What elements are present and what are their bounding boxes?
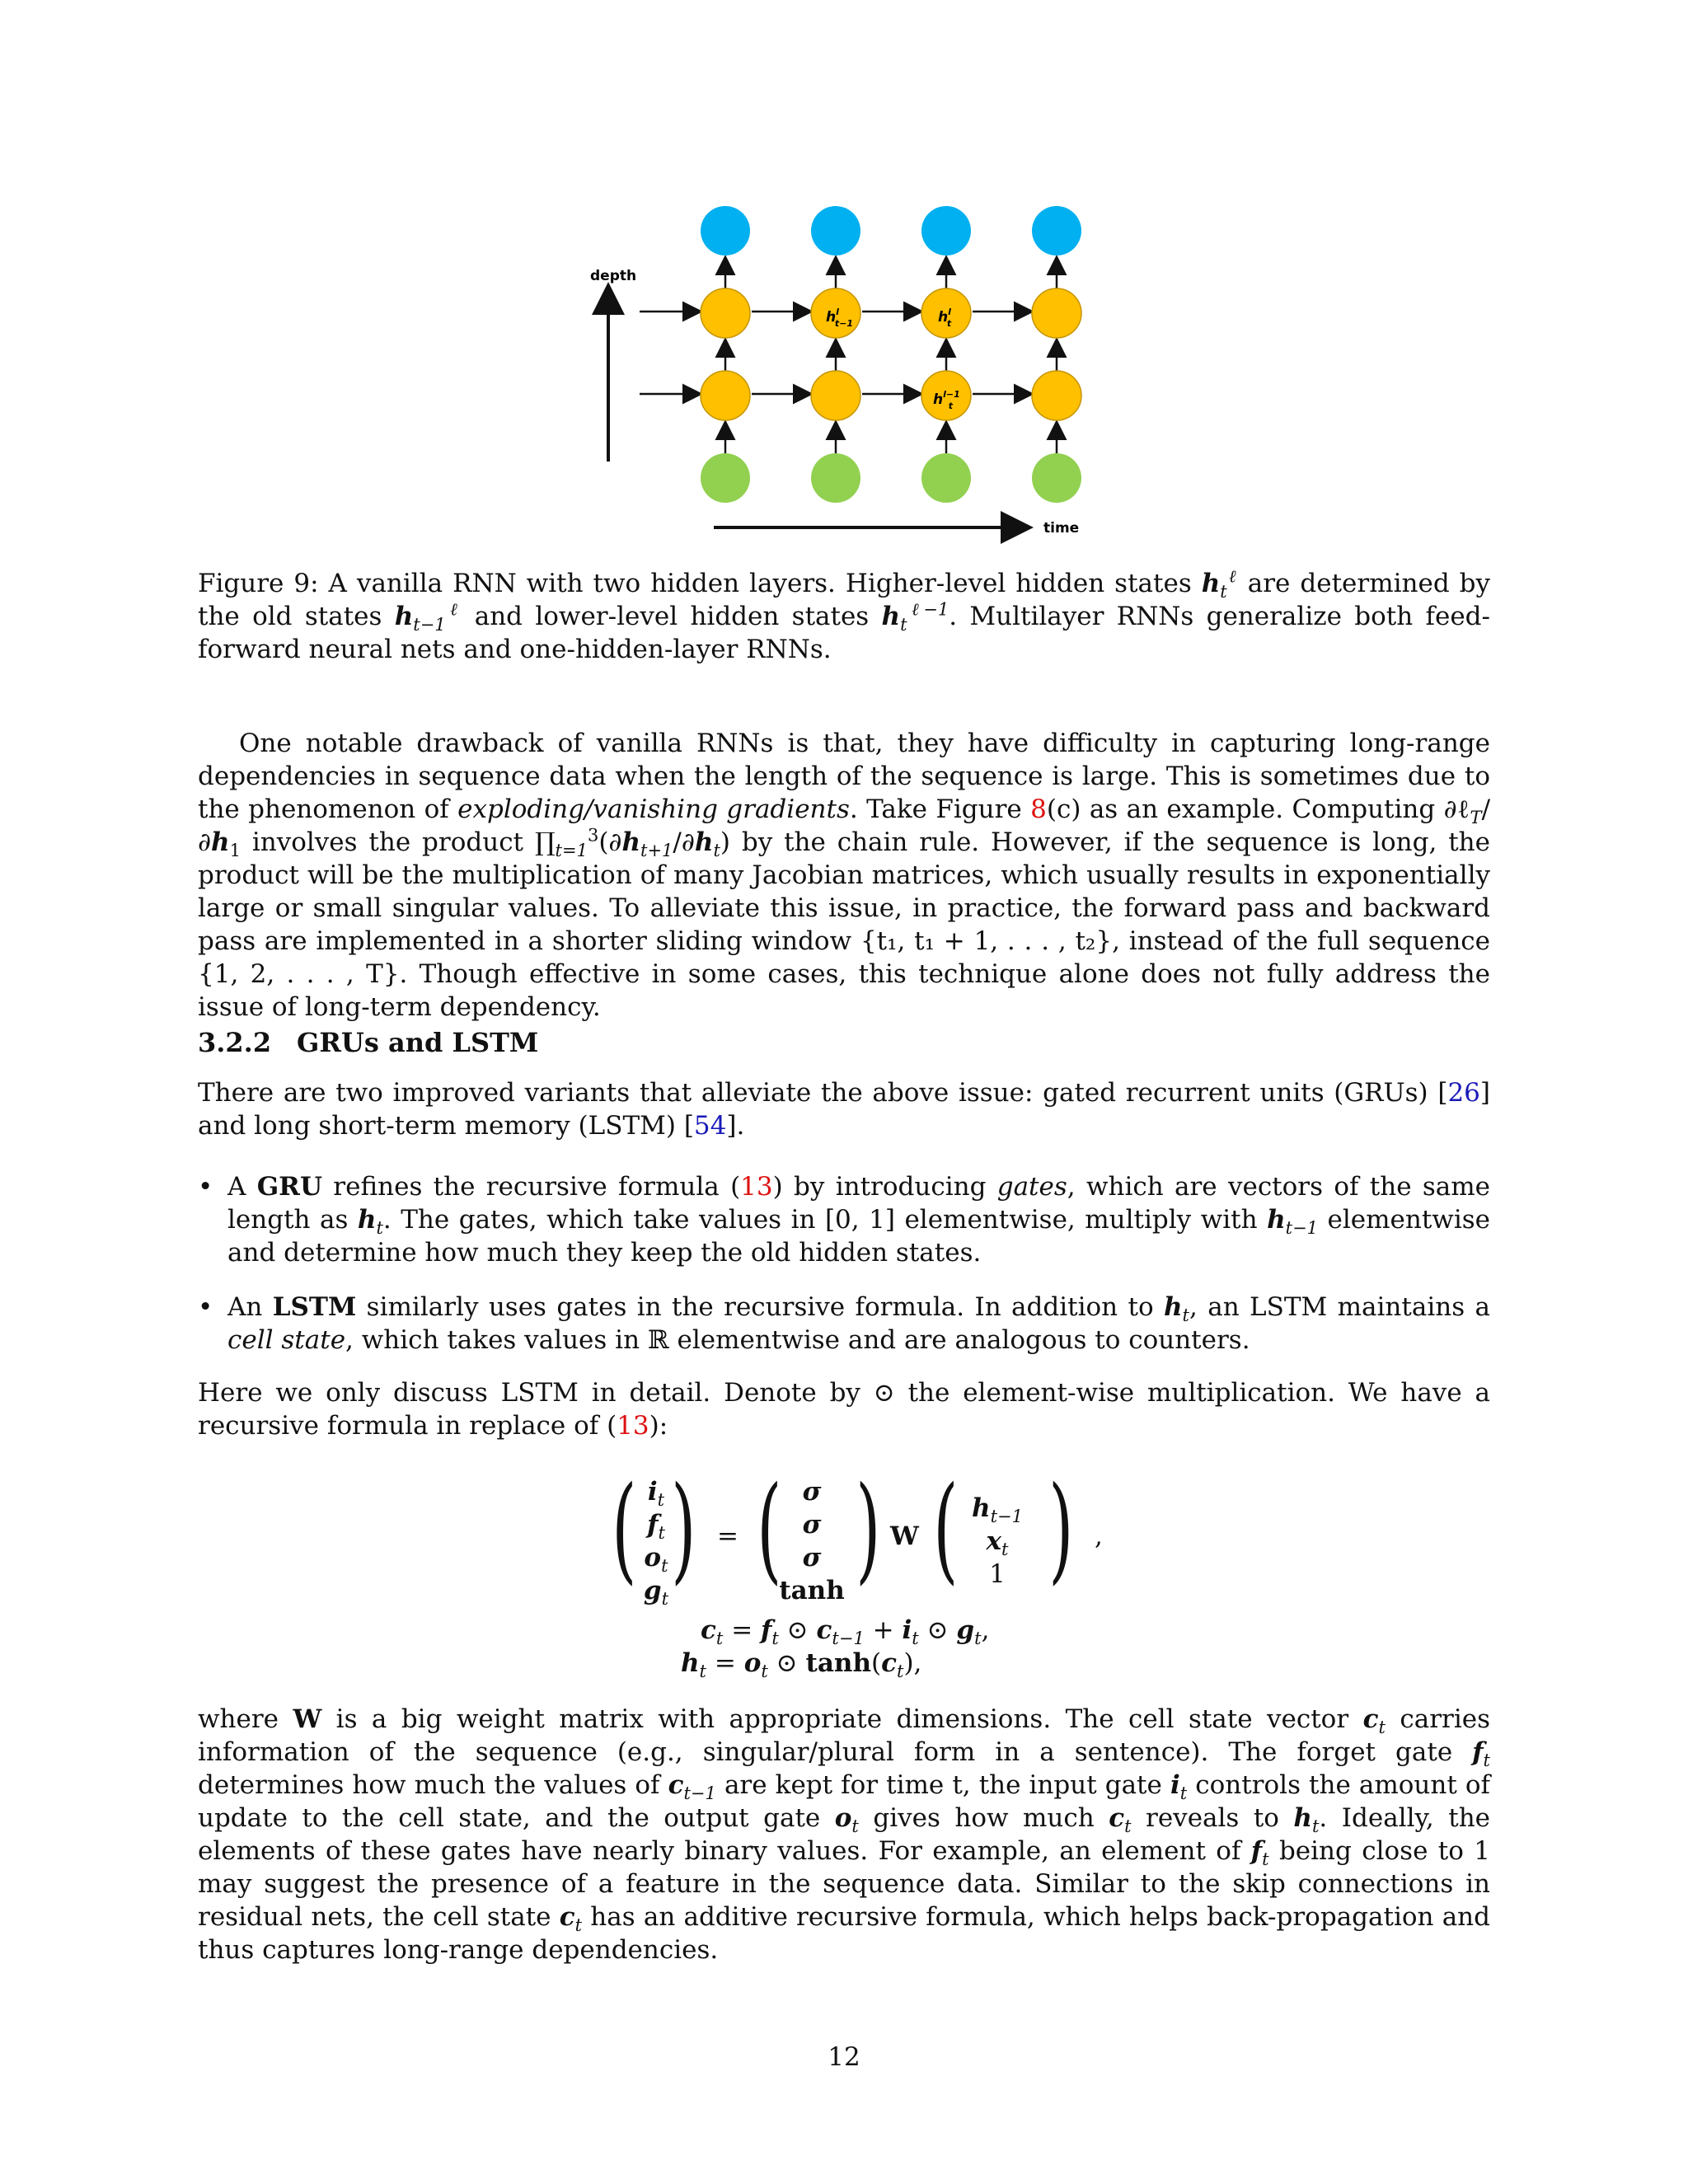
weight-matrix: W [890, 1521, 919, 1551]
section-number: 3.2.2 [198, 1027, 272, 1058]
figure-8-link[interactable]: 8 [1030, 794, 1047, 824]
node-label-h-t-lminus1: $h^{l-1}$ t [933, 389, 960, 411]
gate-vector: $i_t$ $f_t$ $o_t$ $g_t$ [643, 1477, 669, 1610]
output-node [701, 206, 750, 255]
input-node [701, 453, 750, 503]
bullet-marker: • [198, 1172, 213, 1202]
figure-caption: Figure 9: A vanilla RNN with two hidden layers. Higher-level hidden states $h_t^\ell$ are determined by the old states $h_{t-1}^\ell$ and lower-level hidden states $h_t^{\ell-1}$. Multilayer RNNs generalize both feed-forward neural nets and one-hidden-layer RNNs. [198, 566, 1491, 664]
bullet-lstm-text: An LSTM similarly uses gates in the recursive formula. In addition to $h_t$, an LSTM maintains a cell state, which takes values in ℝ elementwise and are analogous to counters. [227, 1292, 1490, 1355]
bullet-gru-text: A GRU refines the recursive formula (13) by introducing gates, which are vectors of the same length as $h_t$. The gates, which take values in [0, 1] elementwise, multiply with $h_{t-1}$ elementwise and determine how much they keep the old hidden states. [227, 1172, 1491, 1268]
hidden-update: $h_t = o_t$ ⊙ $\tanh(c_t)$, [681, 1648, 922, 1682]
output-node [921, 206, 971, 255]
page-number: 12 [828, 2042, 860, 2072]
cell-update: $c_t = f_t$ ⊙ $c_{t-1} + i_t$ ⊙ $g_t$, [701, 1615, 990, 1649]
input-vector: $h_{t-1}$ $x_t$ 1 [972, 1493, 1023, 1589]
hidden-node-l1 [811, 371, 860, 420]
lstm-equation [610, 1457, 1104, 1682]
output-node [811, 206, 860, 255]
paren: ( [933, 1462, 959, 1596]
bullet-marker: • [198, 1292, 213, 1322]
paren: ) [856, 1462, 881, 1596]
node-label-h-t-l: $h^l$ t [938, 307, 952, 329]
paren: ( [612, 1462, 637, 1596]
activation-vector: σ σ σ tanh [779, 1477, 845, 1605]
node-label-h-t-1-l: $h^l$ t−1 [826, 307, 854, 329]
hidden-node-l1 [1032, 371, 1081, 420]
comma: , [1095, 1521, 1103, 1551]
paren: ) [671, 1462, 696, 1596]
rnn-diagram [560, 190, 1154, 544]
equation-13-link[interactable]: 13 [740, 1172, 773, 1202]
citation-54[interactable]: 54 [693, 1111, 727, 1141]
time-label: time [1043, 520, 1080, 537]
output-node [1032, 206, 1081, 255]
input-node [1032, 453, 1081, 503]
depth-label: depth [590, 268, 637, 284]
rnn-figure [560, 190, 1154, 544]
section-heading [198, 1027, 1490, 1058]
paragraph-lstm-intro: Here we only discuss LSTM in detail. Denote by ⊙ the element-wise multiplication. We have a recursive formula in replace of (13): [198, 1378, 1490, 1441]
hidden-node-l2 [701, 288, 750, 338]
input-node [811, 453, 860, 503]
hidden-node-l2 [1032, 288, 1081, 338]
paren: ) [1048, 1462, 1074, 1596]
section-title: GRUs and LSTM [297, 1027, 539, 1058]
equals-sign: = [717, 1521, 738, 1551]
paragraph-rnn-drawback: One notable drawback of vanilla RNNs is that, they have difficulty in capturing long-range dependencies in sequence data when the length of the sequence is large. This is sometimes due to the phenomenon of exploding/vanishing gradients. Take Figure 8(c) as an example. Computing $\partial\ell_T/\partial h_1$ involves the product $\prod_{t=1}^3(\partial h_{t+1}/\partial h_t)$ by the chain rule. However, if the sequence is long, the product will be the multiplication of many Jacobian matrices, which usually results in exponentially large or small singular values. To alleviate this issue, in practice, the forward pass and backward pass are implemented in a shorter sliding window {t₁, t₁ + 1, . . . , t₂}, instead of the full sequence {1, 2, . . . , T}. Though effective in some cases, this technique alone does not fully address the issue of long-term dependency. [198, 729, 1491, 1022]
citation-26[interactable]: 26 [1447, 1078, 1480, 1108]
paren: ( [757, 1462, 782, 1596]
equation-13-link[interactable]: 13 [617, 1411, 649, 1441]
input-node [921, 453, 971, 503]
paragraph-variants: There are two improved variants that alleviate the above issue: gated recurrent units (GRUs) [26] and long short-term memory (LSTM) [54]. [198, 1078, 1490, 1141]
paragraph-lstm-explain: where W is a big weight matrix with appropriate dimensions. The cell state vector $c_t$ carries information of the sequence (e.g., singular/plural form in a sentence). The forget gate $f_t$ determines how much the values of $c_{t-1}$ are kept for time t, the input gate $i_t$ controls the amount of update to the cell state, and the output gate $o_t$ gives how much $c_t$ reveals to $h_t$. Ideally, the elements of these gates have nearly binary values. For example, an element of $f_t$ being close to 1 may suggest the presence of a feature in the sequence data. Similar to the skip connections in residual nets, the cell state $c_t$ has an additive recursive formula, which helps back-propagation and thus captures long-range dependencies. [198, 1704, 1491, 1965]
caption-lead: Figure 9: [198, 569, 319, 598]
hidden-node-l1 [701, 371, 750, 420]
